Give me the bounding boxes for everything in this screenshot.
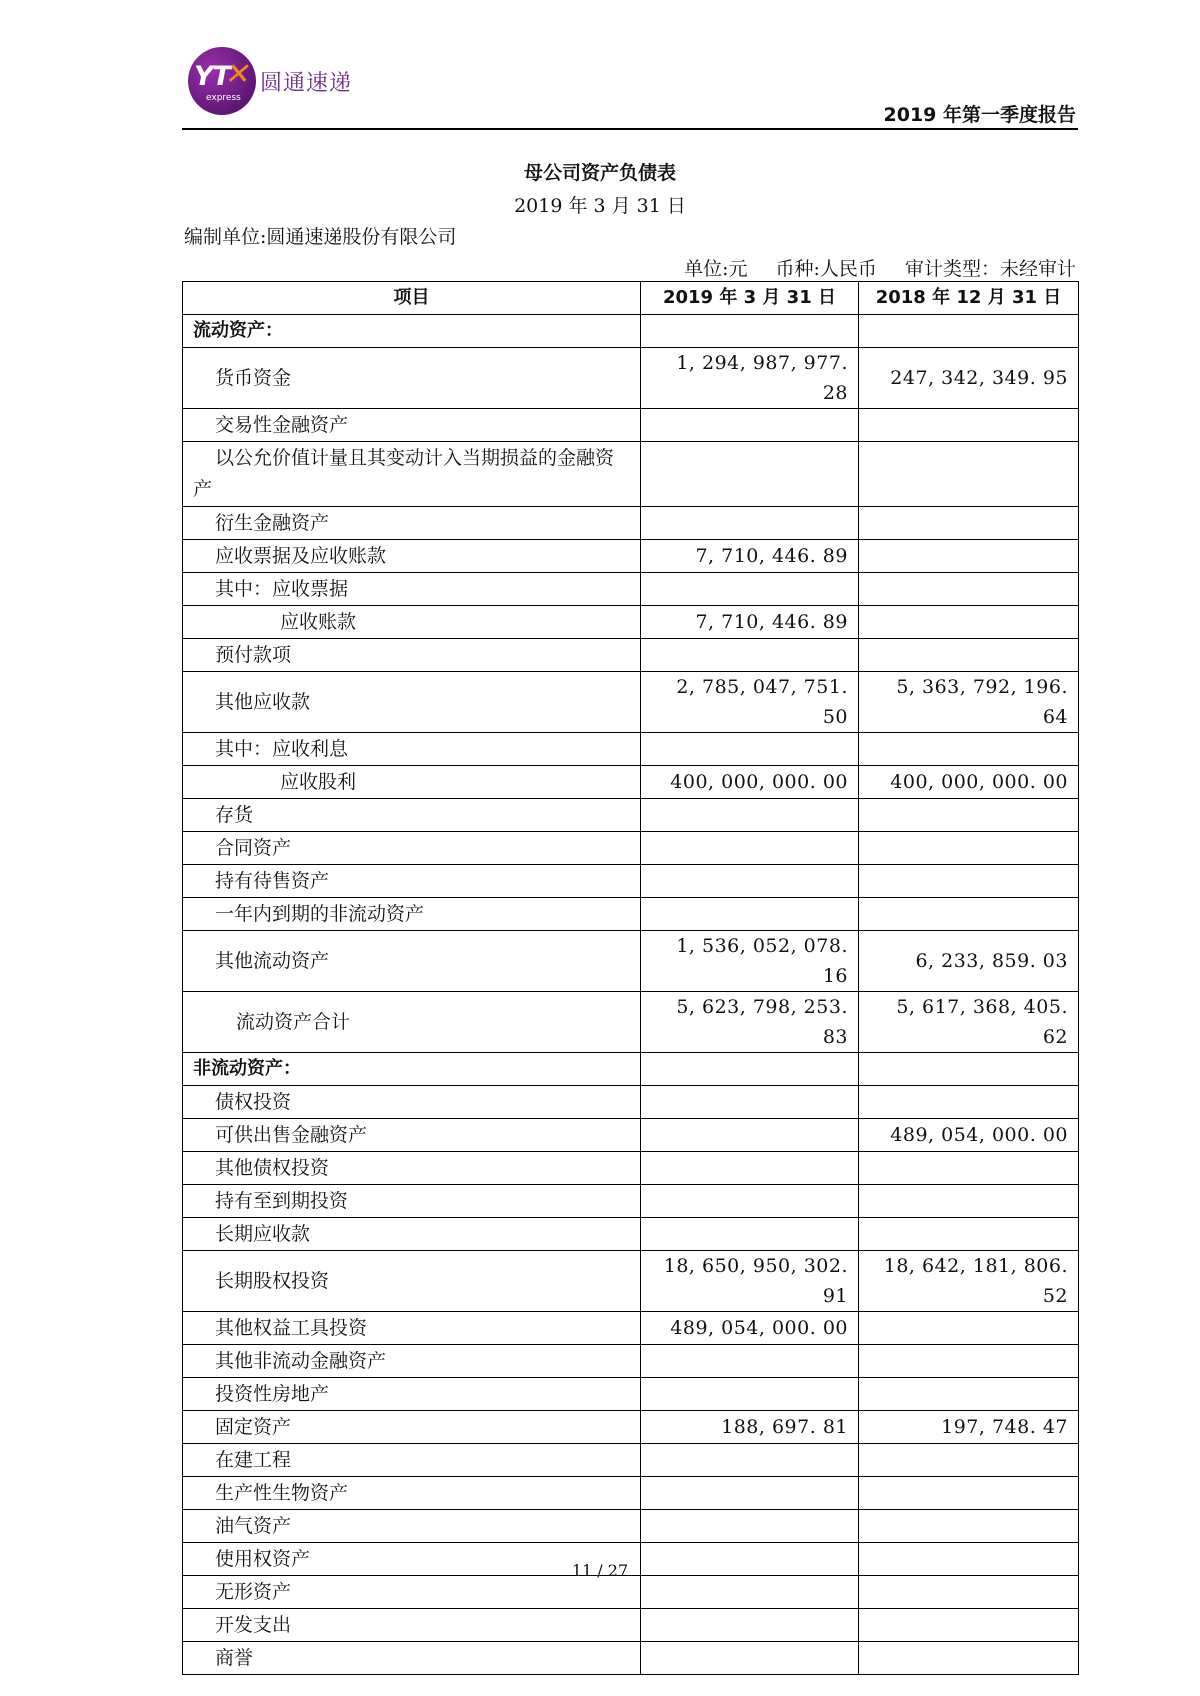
value-2018-12-31 bbox=[859, 1510, 1079, 1543]
table-row bbox=[183, 1251, 1079, 1312]
table-row bbox=[183, 1119, 1079, 1152]
logo-express-text: express bbox=[206, 93, 241, 103]
value-2019-03-31 bbox=[641, 865, 859, 898]
column-header-item: 项目 bbox=[183, 282, 641, 315]
row-item-label: 其他权益工具投资 bbox=[183, 1312, 641, 1345]
value-2018-12-31 bbox=[859, 1185, 1079, 1218]
value-2019-03-31 bbox=[641, 1510, 859, 1543]
value-2018-12-31 bbox=[859, 1477, 1079, 1510]
row-item-label: 使用权资产 bbox=[183, 1543, 641, 1576]
row-item-label: 油气资产 bbox=[183, 1510, 641, 1543]
table-row bbox=[183, 865, 1079, 898]
row-item-label: 长期股权投资 bbox=[183, 1251, 641, 1312]
header-divider bbox=[182, 128, 1078, 130]
value-2018-12-31 bbox=[859, 573, 1079, 606]
table-row bbox=[183, 1609, 1079, 1642]
logo-mark-text: YT bbox=[194, 61, 230, 92]
value-2019-03-31: 7, 710, 446. 89 bbox=[641, 540, 859, 573]
unit-label: 单位:元 bbox=[684, 258, 748, 280]
row-item-label: 其中：应收利息 bbox=[183, 733, 641, 766]
table-row bbox=[183, 409, 1079, 442]
value-2018-12-31 bbox=[859, 1609, 1079, 1642]
row-item-label: 其他流动资产 bbox=[183, 931, 641, 992]
row-item-label: 预付款项 bbox=[183, 639, 641, 672]
row-item-label: 债权投资 bbox=[183, 1086, 641, 1119]
row-item-label: 交易性金融资产 bbox=[183, 409, 641, 442]
value-2019-03-31: 1, 536, 052, 078. 16 bbox=[641, 931, 859, 992]
row-item-label: 在建工程 bbox=[183, 1444, 641, 1477]
row-item-label: 持有至到期投资 bbox=[183, 1185, 641, 1218]
row-item-label: 长期应收款 bbox=[183, 1218, 641, 1251]
value-2018-12-31 bbox=[859, 1642, 1079, 1675]
table-header-row bbox=[183, 282, 1079, 315]
value-2019-03-31 bbox=[641, 1119, 859, 1152]
row-item-label: 商誉 bbox=[183, 1642, 641, 1675]
value-2018-12-31 bbox=[859, 409, 1079, 442]
row-item-label: 开发支出 bbox=[183, 1609, 641, 1642]
row-item-label: 其中：应收票据 bbox=[183, 573, 641, 606]
table-row bbox=[183, 931, 1079, 992]
value-2019-03-31: 489, 054, 000. 00 bbox=[641, 1312, 859, 1345]
table-row bbox=[183, 672, 1079, 733]
value-2018-12-31: 18, 642, 181, 806. 52 bbox=[859, 1251, 1079, 1312]
document-date: 2019 年 3 月 31 日 bbox=[514, 195, 686, 217]
value-2018-12-31: 5, 617, 368, 405. 62 bbox=[859, 992, 1079, 1053]
table-row bbox=[183, 1086, 1079, 1119]
row-item-label: 其他应收款 bbox=[183, 672, 641, 733]
value-2018-12-31 bbox=[859, 315, 1079, 348]
row-item-label: 应收股利 bbox=[183, 766, 641, 799]
table-row bbox=[183, 799, 1079, 832]
value-2019-03-31 bbox=[641, 507, 859, 540]
row-item-label: 无形资产 bbox=[183, 1576, 641, 1609]
value-2018-12-31: 247, 342, 349. 95 bbox=[859, 348, 1079, 409]
value-2018-12-31 bbox=[859, 1312, 1079, 1345]
value-2018-12-31 bbox=[859, 540, 1079, 573]
value-2018-12-31 bbox=[859, 799, 1079, 832]
document-title: 母公司资产负债表 bbox=[523, 162, 676, 184]
value-2018-12-31: 197, 748. 47 bbox=[859, 1411, 1079, 1444]
value-2019-03-31 bbox=[641, 1378, 859, 1411]
table-row bbox=[183, 1185, 1079, 1218]
row-item-label: 非流动资产： bbox=[183, 1053, 641, 1086]
table-row bbox=[183, 766, 1079, 799]
value-2019-03-31 bbox=[641, 1345, 859, 1378]
row-item-label: 衍生金融资产 bbox=[183, 507, 641, 540]
table-row bbox=[183, 639, 1079, 672]
value-2019-03-31: 2, 785, 047, 751. 50 bbox=[641, 672, 859, 733]
value-2018-12-31 bbox=[859, 1444, 1079, 1477]
value-2019-03-31 bbox=[641, 832, 859, 865]
value-2018-12-31 bbox=[859, 1152, 1079, 1185]
value-2019-03-31 bbox=[641, 1609, 859, 1642]
row-item-label: 存货 bbox=[183, 799, 641, 832]
row-item-label: 投资性房地产 bbox=[183, 1378, 641, 1411]
value-2018-12-31 bbox=[859, 865, 1079, 898]
value-2019-03-31: 18, 650, 950, 302. 91 bbox=[641, 1251, 859, 1312]
row-item-label: 其他债权投资 bbox=[183, 1152, 641, 1185]
row-item-label: 固定资产 bbox=[183, 1411, 641, 1444]
value-2018-12-31 bbox=[859, 507, 1079, 540]
table-row bbox=[183, 1444, 1079, 1477]
value-2019-03-31 bbox=[641, 1642, 859, 1675]
table-row bbox=[183, 507, 1079, 540]
value-2018-12-31 bbox=[859, 639, 1079, 672]
table-row bbox=[183, 315, 1079, 348]
row-item-label: 货币资金 bbox=[183, 348, 641, 409]
table-row bbox=[183, 1477, 1079, 1510]
table-row bbox=[183, 1345, 1079, 1378]
row-item-label: 应收票据及应收账款 bbox=[183, 540, 641, 573]
table-row bbox=[183, 1152, 1079, 1185]
value-2018-12-31: 6, 233, 859. 03 bbox=[859, 931, 1079, 992]
row-item-label: 持有待售资产 bbox=[183, 865, 641, 898]
table-row bbox=[183, 573, 1079, 606]
page-number: 11 / 27 bbox=[571, 1561, 629, 1580]
table-row bbox=[183, 733, 1079, 766]
value-2018-12-31: 489, 054, 000. 00 bbox=[859, 1119, 1079, 1152]
value-2019-03-31 bbox=[641, 1152, 859, 1185]
value-2019-03-31 bbox=[641, 409, 859, 442]
value-2018-12-31 bbox=[859, 1053, 1079, 1086]
table-row bbox=[183, 1218, 1079, 1251]
company-name-logo: 圆通速递 bbox=[260, 70, 353, 96]
report-title: 2019 年第一季度报告 bbox=[883, 104, 1076, 126]
value-2019-03-31 bbox=[641, 1477, 859, 1510]
value-2019-03-31 bbox=[641, 1185, 859, 1218]
table-meta bbox=[662, 254, 1076, 281]
logo-swoosh-icon: ✕ bbox=[222, 57, 255, 92]
row-item-label: 其他非流动金融资产 bbox=[183, 1345, 641, 1378]
value-2019-03-31 bbox=[641, 639, 859, 672]
value-2018-12-31 bbox=[859, 1378, 1079, 1411]
value-2018-12-31: 400, 000, 000. 00 bbox=[859, 766, 1079, 799]
value-2019-03-31 bbox=[641, 1086, 859, 1119]
column-header-2018: 2018 年 12 月 31 日 bbox=[859, 282, 1079, 315]
table-row bbox=[183, 1378, 1079, 1411]
table-row bbox=[183, 832, 1079, 865]
table-row bbox=[183, 606, 1079, 639]
table-row bbox=[183, 1411, 1079, 1444]
table-row bbox=[183, 898, 1079, 931]
row-item-label: 以公允价值计量且其变动计入当期损益的金融资产 bbox=[183, 442, 641, 507]
row-item-label: 生产性生物资产 bbox=[183, 1477, 641, 1510]
row-item-label: 一年内到期的非流动资产 bbox=[183, 898, 641, 931]
value-2019-03-31: 400, 000, 000. 00 bbox=[641, 766, 859, 799]
company-logo bbox=[188, 46, 352, 116]
value-2018-12-31: 5, 363, 792, 196. 64 bbox=[859, 672, 1079, 733]
table-row bbox=[183, 1642, 1079, 1675]
yto-logo-icon bbox=[188, 47, 256, 115]
table-row bbox=[183, 1576, 1079, 1609]
table-row bbox=[183, 992, 1079, 1053]
value-2018-12-31 bbox=[859, 1086, 1079, 1119]
value-2019-03-31 bbox=[641, 1576, 859, 1609]
table-row bbox=[183, 442, 1079, 507]
preparing-entity: 编制单位:圆通速递股份有限公司 bbox=[184, 226, 457, 248]
value-2018-12-31 bbox=[859, 442, 1079, 507]
value-2018-12-31 bbox=[859, 1576, 1079, 1609]
value-2018-12-31 bbox=[859, 1218, 1079, 1251]
value-2018-12-31 bbox=[859, 606, 1079, 639]
balance-sheet-table bbox=[182, 281, 1079, 1675]
value-2019-03-31 bbox=[641, 898, 859, 931]
value-2019-03-31 bbox=[641, 1444, 859, 1477]
currency-label: 币种:人民币 bbox=[775, 258, 877, 280]
row-item-label: 流动资产： bbox=[183, 315, 641, 348]
value-2018-12-31 bbox=[859, 832, 1079, 865]
table-row bbox=[183, 540, 1079, 573]
row-item-label: 流动资产合计 bbox=[183, 992, 641, 1053]
value-2019-03-31: 188, 697. 81 bbox=[641, 1411, 859, 1444]
table-row bbox=[183, 1053, 1079, 1086]
value-2019-03-31 bbox=[641, 1218, 859, 1251]
audit-type-label: 审计类型：未经审计 bbox=[904, 258, 1076, 280]
value-2019-03-31 bbox=[641, 733, 859, 766]
row-item-label: 可供出售金融资产 bbox=[183, 1119, 641, 1152]
column-header-2019: 2019 年 3 月 31 日 bbox=[641, 282, 859, 315]
table-row bbox=[183, 1510, 1079, 1543]
value-2019-03-31 bbox=[641, 315, 859, 348]
table-row bbox=[183, 1312, 1079, 1345]
table-row bbox=[183, 348, 1079, 409]
value-2019-03-31: 1, 294, 987, 977. 28 bbox=[641, 348, 859, 409]
row-item-label: 合同资产 bbox=[183, 832, 641, 865]
value-2019-03-31 bbox=[641, 799, 859, 832]
value-2019-03-31: 7, 710, 446. 89 bbox=[641, 606, 859, 639]
value-2019-03-31 bbox=[641, 1053, 859, 1086]
value-2018-12-31 bbox=[859, 733, 1079, 766]
value-2018-12-31 bbox=[859, 1345, 1079, 1378]
value-2019-03-31 bbox=[641, 573, 859, 606]
value-2019-03-31: 5, 623, 798, 253. 83 bbox=[641, 992, 859, 1053]
row-item-label: 应收账款 bbox=[183, 606, 641, 639]
value-2019-03-31 bbox=[641, 442, 859, 507]
value-2018-12-31 bbox=[859, 898, 1079, 931]
